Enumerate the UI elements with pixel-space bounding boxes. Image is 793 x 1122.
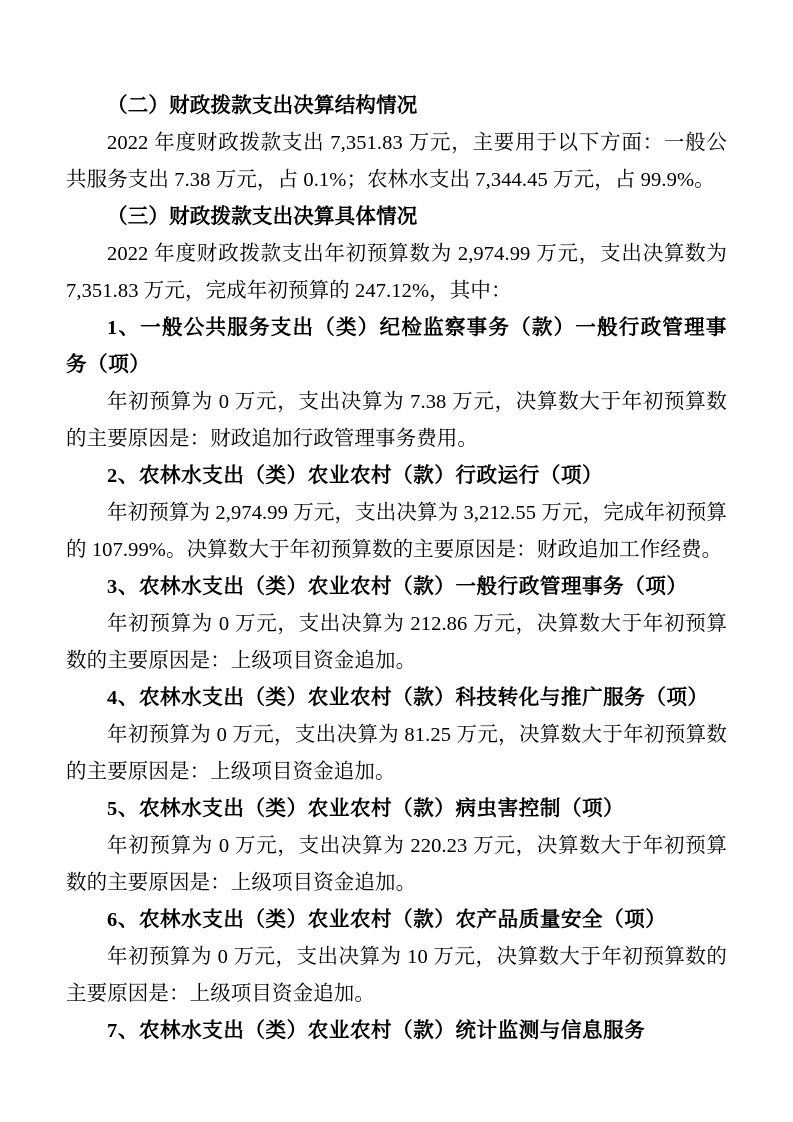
section-heading-2: （二）财政拨款支出决算结构情况 bbox=[107, 95, 418, 117]
item-paragraph-6: 年初预算为 0 万元，支出决算为 10 万元，决算数大于年初预算数的主要原因是：上级项目资金追加。 bbox=[66, 946, 727, 1005]
section-heading-3: （三）财政拨款支出决算具体情况 bbox=[107, 206, 418, 228]
item-paragraph-4: 年初预算为 0 万元，支出决算为 81.25 万元，决算数大于年初预算数的主要原因是：上级项目资金追加。 bbox=[66, 724, 727, 783]
item-heading-4: 4、农林水支出（类）农业农村（款）科技转化与推广服务（项） bbox=[107, 687, 709, 709]
item-paragraph-1: 年初预算为 0 万元，支出决算为 7.38 万元，决算数大于年初预算数的主要原因是：财政追加行政管理事务费用。 bbox=[66, 391, 727, 450]
item-heading-5: 5、农林水支出（类）农业农村（款）病虫害控制（项） bbox=[107, 798, 625, 820]
item-heading-1: 1、一般公共服务支出（类）纪检监察事务（款）一般行政管理事务（项） bbox=[66, 317, 727, 376]
item-paragraph-3: 年初预算为 0 万元，支出决算为 212.86 万元，决算数大于年初预算数的主要原因是：上级项目资金追加。 bbox=[66, 613, 727, 672]
item-paragraph-5: 年初预算为 0 万元，支出决算为 220.23 万元，决算数大于年初预算数的主要原因是：上级项目资金追加。 bbox=[66, 835, 727, 894]
item-heading-3: 3、农林水支出（类）农业农村（款）一般行政管理事务（项） bbox=[107, 576, 688, 598]
item-heading-7: 7、农林水支出（类）农业农村（款）统计监测与信息服务 bbox=[107, 1020, 646, 1042]
paragraph-expenditure-structure: 2022 年度财政拨款支出 7,351.83 万元，主要用于以下方面：一般公共服务支出 7.38 万元，占 0.1%；农林水支出 7,344.45 万元，占 99.9%。 bbox=[66, 132, 727, 191]
paragraph-expenditure-detail: 2022 年度财政拨款支出年初预算数为 2,974.99 万元，支出决算数为 7,351.83 万元，完成年初预算的 247.12%，其中： bbox=[66, 243, 727, 302]
document-body bbox=[66, 88, 727, 1050]
item-heading-6: 6、农林水支出（类）农业农村（款）农产品质量安全（项） bbox=[107, 909, 667, 931]
item-heading-2: 2、农林水支出（类）农业农村（款）行政运行（项） bbox=[107, 465, 604, 487]
item-paragraph-2: 年初预算为 2,974.99 万元，支出决算为 3,212.55 万元，完成年初预算的 107.99%。决算数大于年初预算数的主要原因是：财政追加工作经费。 bbox=[66, 502, 727, 561]
